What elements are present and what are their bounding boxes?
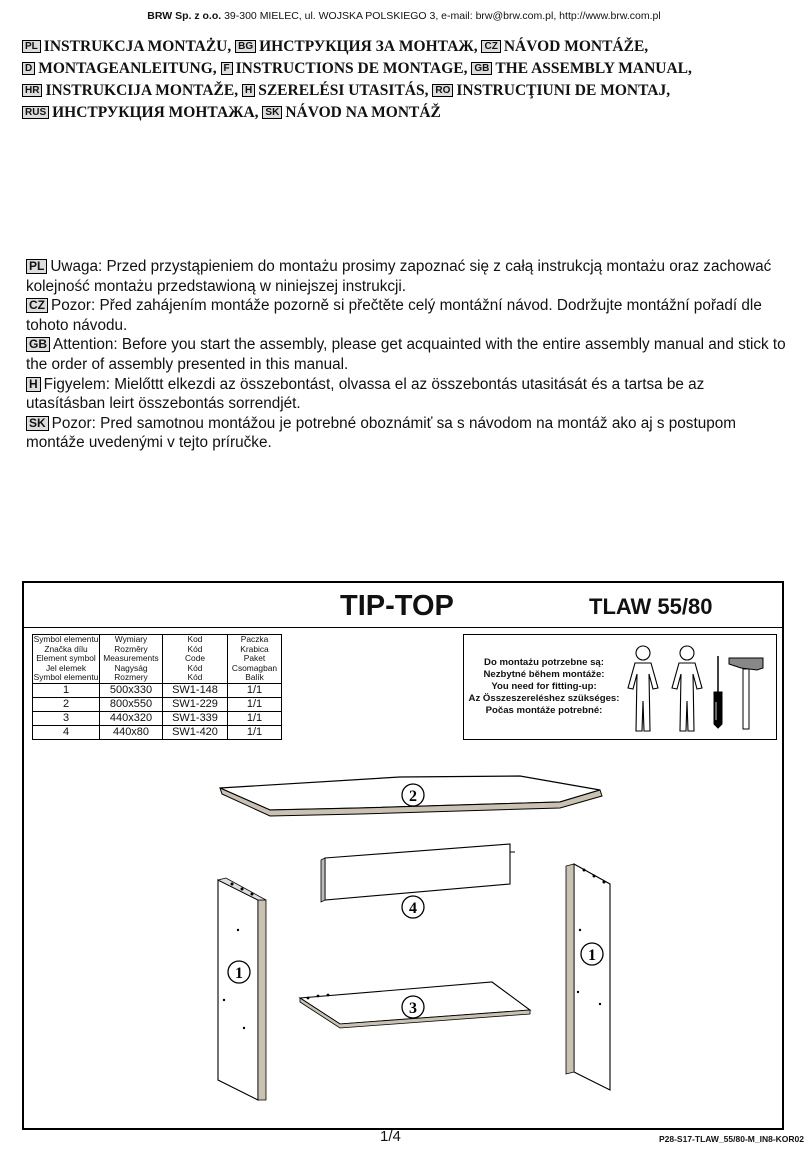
- lang-tag: SK: [26, 416, 49, 431]
- cell: 440x80: [100, 725, 163, 739]
- lang-tag: BG: [235, 40, 256, 53]
- title-text: ИНСТРУКЦИЯ МОНТАЖА,: [52, 104, 259, 121]
- tools-line: Do montażu potrzebne są:: [484, 657, 604, 668]
- hammer-icon: [729, 658, 763, 729]
- assembly-titles: [22, 36, 802, 124]
- cell: SW1-420: [163, 725, 228, 739]
- company-header: [0, 10, 808, 22]
- lang-tag: GB: [26, 337, 50, 352]
- product-code: TLAW 55/80: [589, 594, 713, 619]
- note-text: Attention: Before you start the assembly, please get acquainted with the entire assembly manual and stick to the order of assembly presented in this manual.: [26, 336, 786, 373]
- lang-tag: RUS: [22, 106, 49, 119]
- label-1-right: 1: [588, 947, 596, 964]
- table-header-row: [33, 635, 282, 684]
- company-address: 39-300 MIELEC, ul. WOJSKA POLSKIEGO 3, e-mail: brw@brw.com.pl, http://www.brw.com.pl: [224, 10, 661, 22]
- divider: [22, 627, 784, 628]
- lang-tag: RO: [432, 84, 453, 97]
- side-panel-left: [218, 878, 266, 1100]
- lang-tag: HR: [22, 84, 42, 97]
- cell: SW1-148: [163, 683, 228, 697]
- parts-table: [32, 634, 282, 740]
- title-text: INSTRUCTIONS DE MONTAGE,: [235, 60, 468, 77]
- cell: 440x320: [100, 711, 163, 725]
- tools-text: [464, 657, 624, 717]
- label-4: 4: [409, 900, 417, 917]
- lang-tag: PL: [22, 40, 41, 53]
- note-text: Pozor: Před zahájením montáže pozorně si přečtěte celý montážní návod. Dodržujte montážní pořadí dle tohoto návodu.: [26, 297, 762, 334]
- cell: 1: [33, 683, 100, 697]
- assembly-diagram: [200, 760, 620, 1110]
- note-paragraph: [26, 414, 786, 453]
- title-text: NÁVOD MONTÁŽE,: [503, 38, 649, 55]
- cell: 500x330: [100, 683, 163, 697]
- label-1-left: 1: [235, 965, 243, 982]
- product-name: TIP-TOP: [340, 590, 454, 622]
- lang-tag: D: [22, 62, 35, 75]
- tools-icons: [625, 636, 775, 736]
- tools-line: Az Összeszereléshez szükséges:: [468, 693, 620, 704]
- cell: 1/1: [228, 697, 282, 711]
- page-number: 1/4: [380, 1128, 401, 1145]
- lang-tag: CZ: [26, 298, 48, 313]
- header-symbol: Symbol elementu Značka dílu Element symbol Jel elemek Symbol elementu: [33, 634, 99, 683]
- person-icon: [672, 646, 702, 731]
- cell: 800x550: [100, 697, 163, 711]
- side-panel-right: [566, 864, 610, 1090]
- screwdriver-icon: [714, 656, 722, 728]
- note-text: Uwaga: Przed przystąpieniem do montażu prosimy zapoznać się z całą instrukcją montażu oraz zachować kolejność montażu przedstawioną w niniejszej instrukcji.: [26, 258, 772, 295]
- header-package: Paczka Krabica Paket Csomagban Balík: [228, 635, 282, 684]
- lang-tag: CZ: [481, 40, 500, 53]
- title-text: INSTRUCŢIUNI DE MONTAJ,: [456, 82, 671, 99]
- assembly-notes: [26, 257, 786, 453]
- label-3: 3: [409, 1000, 417, 1017]
- lang-tag: H: [242, 84, 255, 97]
- title-text: ИНСТРУКЦИЯ ЗА МОНТАЖ,: [259, 38, 478, 55]
- back-panel: [321, 844, 515, 902]
- table-row: [33, 711, 282, 725]
- document-code: P28-S17-TLAW_55/80-M_IN8-KOR02: [658, 1134, 804, 1144]
- cell: 1/1: [228, 683, 282, 697]
- title-text: THE ASSEMBLY MANUAL,: [495, 60, 692, 77]
- note-paragraph: [26, 335, 786, 374]
- cell: 1/1: [228, 725, 282, 739]
- note-paragraph: [26, 296, 786, 335]
- table-row: [33, 725, 282, 739]
- lang-tag: SK: [262, 106, 282, 119]
- person-icon: [628, 646, 658, 731]
- title-text: NÁVOD NA MONTÁŽ: [285, 104, 441, 121]
- tools-line: Nezbytné během montáže:: [483, 669, 605, 680]
- title-text: SZERELÉSI UTASITÁS,: [258, 82, 429, 99]
- company-name: BRW Sp. z o.o.: [147, 10, 222, 22]
- header-dimensions: Wymiary Rozměry Measurements Nagyság Rozmery: [100, 635, 163, 684]
- title-text: INSTRUKCIJA MONTAŽE,: [45, 82, 239, 99]
- note-text: Figyelem: Mielőttt elkezdi az összebontást, olvassa el az összebontás utasitását és a tartsa be az utasításban leirt összebontás sorrendjét.: [26, 375, 705, 413]
- lang-tag: H: [26, 377, 41, 392]
- label-2: 2: [409, 788, 417, 805]
- title-text: MONTAGEANLEITUNG,: [38, 60, 217, 77]
- cell: 1/1: [228, 711, 282, 725]
- lang-tag: GB: [471, 62, 492, 75]
- cell: SW1-229: [163, 697, 228, 711]
- cell: 4: [33, 725, 100, 739]
- lang-tag: F: [221, 62, 233, 75]
- tools-line: Počas montáže potrebné:: [485, 705, 603, 716]
- lang-tag: PL: [26, 259, 47, 274]
- title-text: INSTRUKCJA MONTAŻU,: [43, 38, 232, 55]
- header-code: Kod Kód Code Kód Kód: [163, 635, 228, 684]
- tools-line: You need for fitting-up:: [491, 681, 597, 692]
- table-row: [33, 683, 282, 697]
- cell: 3: [33, 711, 100, 725]
- note-paragraph: [26, 257, 786, 296]
- cell: 2: [33, 697, 100, 711]
- note-text: Pozor: Pred samotnou montážou je potrebné oboznámiť sa s návodom na montáž ako aj s postupom montáže uvedenými v tejto príručke.: [26, 414, 736, 452]
- note-paragraph: [26, 375, 786, 414]
- cell: SW1-339: [163, 711, 228, 725]
- table-row: [33, 697, 282, 711]
